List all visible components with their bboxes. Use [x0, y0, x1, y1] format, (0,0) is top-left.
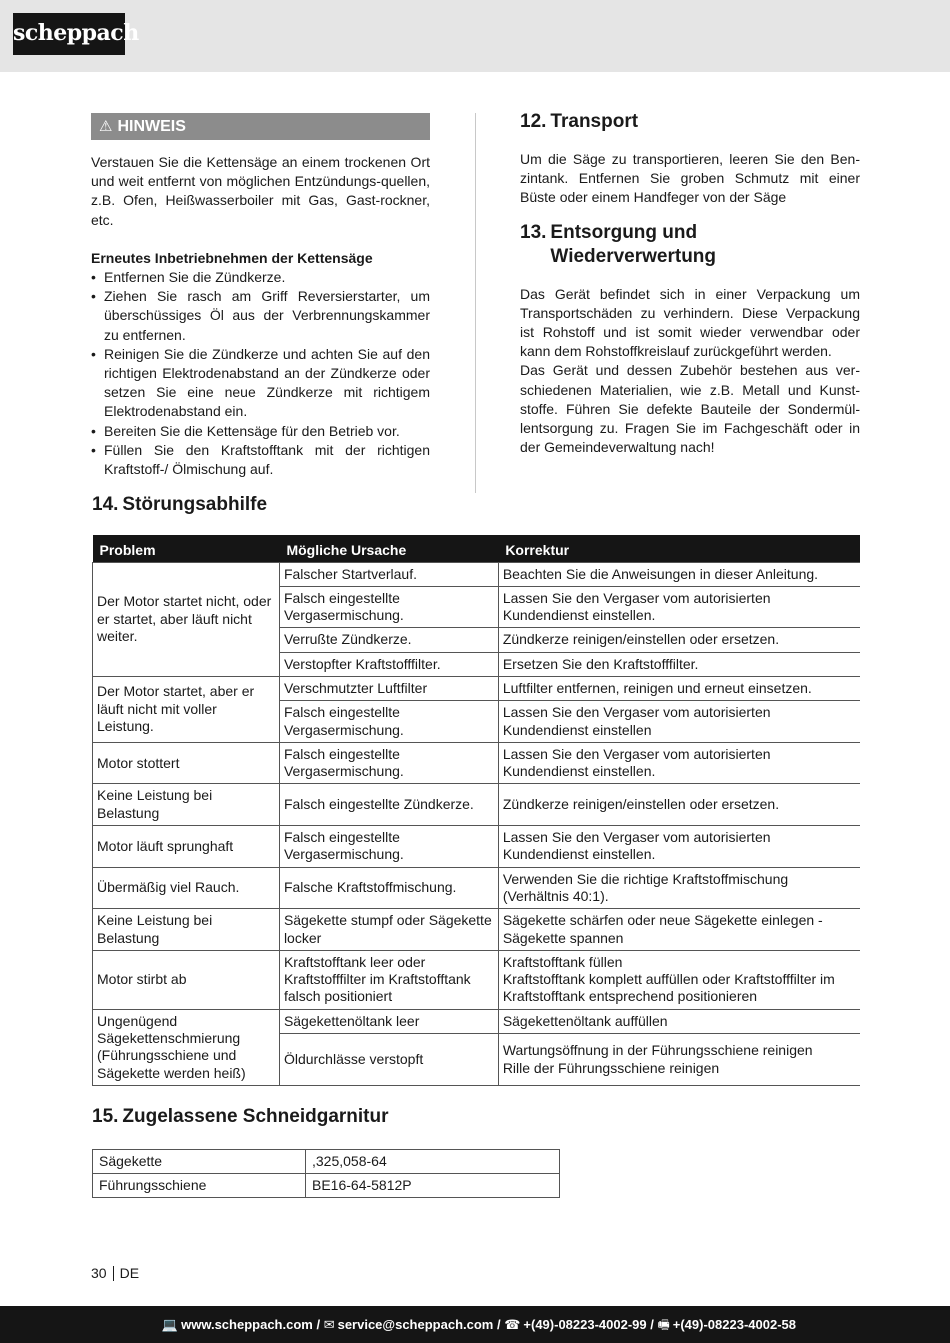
footer-phone: +(49)-08223-4002-99	[523, 1317, 647, 1332]
footer-fax: +(49)-08223-4002-58	[672, 1317, 796, 1332]
table-row	[93, 1150, 560, 1174]
fix-cell: Lassen Sie den Vergaser vom autorisierten Kundendienst einstellen.	[498, 586, 860, 628]
problem-cell: Motor stottert	[93, 742, 280, 784]
page-language: DE	[119, 1265, 140, 1281]
left-column	[91, 113, 430, 479]
column-header: Mögliche Ursache	[279, 535, 498, 562]
cause-cell: Falscher Startverlauf.	[279, 562, 498, 586]
fix-cell	[498, 950, 860, 1009]
fix-line: Kraftstofftank komplett auffüllen oder Kraftstofffilter im Kraftstofftank entsprechend positionieren	[502, 971, 835, 1005]
disposal-heading	[520, 221, 860, 269]
fix-cell: Luftfilter entfernen, reinigen und erneut einsetzen.	[498, 676, 860, 700]
warning-triangle-icon: ⚠	[99, 118, 113, 135]
fix-cell: Ersetzen Sie den Kraftstofffilter.	[498, 652, 860, 676]
section-title: Entsorgung und Wiederverwertung	[550, 221, 717, 267]
problem-cell: Der Motor startet, aber er läuft nicht mit voller Leistung.	[93, 676, 280, 742]
notice-bar	[91, 113, 430, 140]
envelope-icon: ✉	[323, 1317, 335, 1332]
column-header: Problem	[93, 535, 280, 562]
cause-cell: Sägekette stumpf oder Sägekette locker	[279, 909, 498, 951]
part-value: BE16-64-5812P	[306, 1174, 560, 1198]
problem-cell: Der Motor startet nicht, oder er startet, aber läuft nicht weiter.	[93, 562, 280, 676]
fix-line: Wartungsöffnung in der Führungsschiene reinigen	[502, 1042, 813, 1059]
telephone-icon: ☎	[504, 1317, 521, 1332]
fix-line: Kraftstofftank füllen	[502, 953, 623, 970]
table-row	[93, 1174, 560, 1198]
cause-cell: Öldurchlässe verstopft	[279, 1034, 498, 1086]
page-number	[91, 1265, 139, 1281]
problem-cell: Keine Leistung bei Belastung	[93, 909, 280, 951]
header-band	[0, 0, 950, 72]
fix-cell: Sägekette schärfen oder neue Sägekette einlegen - Sägekette spannen	[498, 909, 860, 951]
problem-cell: Ungenügend Sägekettenschmierung (Führungsschiene und Sägekette werden heiß)	[93, 1009, 280, 1085]
disposal-text-2: Das Gerät und dessen Zubehör bestehen aus ver-schiedenen Materialien, wie z.B. Metall und Kunst-stoffe. Führen Sie defekte Bauteile der Sondermül-lentsorgung zu. Fragen Sie im Fachgeschäft oder in der Gemeindeverwaltung nach!	[520, 362, 860, 456]
table-row	[93, 562, 861, 586]
footer-separator: /	[493, 1317, 505, 1332]
brand-logo: scheppach	[13, 13, 125, 55]
column-divider	[475, 113, 476, 493]
section-number: 12.	[520, 111, 547, 132]
cause-cell: Falsch eingestellte Vergasermischung.	[279, 701, 498, 743]
disposal-text-1: Das Gerät befindet sich in einer Verpackung um Transportschäden zu verhindern. Diese Verpackung ist Rohstoff und ist somit wieder verwendbar oder kann dem Rohstoffkreislauf zurückgeführt werden.	[520, 285, 860, 360]
page-number-divider	[113, 1266, 114, 1281]
transport-heading	[520, 110, 860, 134]
fix-cell: Lassen Sie den Vergaser vom autorisierten Kundendienst einstellen.	[498, 826, 860, 868]
troubleshooting-table	[92, 535, 860, 1086]
cause-cell: Sägekettenöltank leer	[279, 1009, 498, 1033]
list-item: • Füllen Sie den Kraftstofftank mit der richtigen Kraftstoff-/ Ölmischung auf.	[91, 441, 430, 479]
fix-line: Rille der Führungsschiene reinigen	[502, 1059, 720, 1076]
right-column	[520, 110, 860, 457]
table-row	[93, 784, 861, 826]
troubleshooting-heading	[92, 493, 267, 517]
fix-cell: Lassen Sie den Vergaser vom autorisierten Kundendienst einstellen	[498, 701, 860, 743]
section-title: Transport	[550, 111, 639, 132]
table-row	[93, 1009, 861, 1033]
table-row	[93, 742, 861, 784]
footer-separator: /	[646, 1317, 658, 1332]
table-row	[93, 676, 861, 700]
footer-website-link[interactable]: www.scheppach.com	[181, 1317, 313, 1332]
cause-cell: Falsche Kraftstoffmischung.	[279, 867, 498, 909]
cause-cell: Falsch eingestellte Vergasermischung.	[279, 826, 498, 868]
problem-cell: Motor stirbt ab	[93, 950, 280, 1009]
table-row	[93, 950, 861, 1009]
column-header: Korrektur	[498, 535, 860, 562]
problem-cell: Motor läuft sprunghaft	[93, 826, 280, 868]
table-header-row	[93, 535, 861, 562]
list-item: • Bereiten Sie die Kettensäge für den Betrieb vor.	[91, 422, 430, 441]
table-row	[93, 867, 861, 909]
problem-cell: Keine Leistung bei Belastung	[93, 784, 280, 826]
footer-bar	[0, 1306, 950, 1343]
fix-cell: Zündkerze reinigen/einstellen oder ersetzen.	[498, 628, 860, 652]
fix-cell: Lassen Sie den Vergaser vom autorisierten Kundendienst einstellen.	[498, 742, 860, 784]
section-number: 13.	[520, 221, 547, 243]
table-row	[93, 826, 861, 868]
section-title: Störungsabhilfe	[122, 494, 268, 515]
cause-cell: Verschmutzter Luftfilter	[279, 676, 498, 700]
cause-cell: Falsch eingestellte Zündkerze.	[279, 784, 498, 826]
notice-label: HINWEIS	[117, 118, 186, 135]
cause-cell: Verstopfter Kraftstofffilter.	[279, 652, 498, 676]
part-label: Führungsschiene	[93, 1174, 306, 1198]
list-item: • Entfernen Sie die Zündkerze.	[91, 268, 430, 287]
section-title: Zugelassene Schneidgarnitur	[122, 1106, 389, 1127]
cause-cell: Falsch eingestellte Vergasermischung.	[279, 742, 498, 784]
cause-cell: Kraftstofftank leer oder Kraftstofffilter im Kraftstofftank falsch positioniert	[279, 950, 498, 1009]
transport-text: Um die Säge zu transportieren, leeren Sie den Ben-zintank. Entfernen Sie groben Schmutz mit einer Büste oder einem Handfeger von der Säge	[520, 151, 860, 206]
laptop-icon: 💻	[161, 1317, 179, 1332]
section-number: 15.	[92, 1106, 119, 1127]
part-label: Sägekette	[93, 1150, 306, 1174]
cutting-set-heading	[92, 1105, 389, 1129]
part-value: ,325,058-64	[306, 1150, 560, 1174]
fix-cell: Beachten Sie die Anweisungen in dieser Anleitung.	[498, 562, 860, 586]
fix-cell: Sägekettenöltank auffüllen	[498, 1009, 860, 1033]
fix-cell	[498, 1034, 860, 1086]
footer-email-link[interactable]: service@scheppach.com	[337, 1317, 494, 1332]
cutting-set-table	[92, 1149, 560, 1198]
list-item: • Ziehen Sie rasch am Griff Reversierstarter, um überschüssiges Öl aus der Verbrennungskammer zu entfernen.	[91, 287, 430, 345]
cause-cell: Falsch eingestellte Vergasermischung.	[279, 586, 498, 628]
recommission-title: Erneutes Inbetriebnehmen der Kettensäge	[91, 249, 373, 266]
list-item: • Reinigen Sie die Zündkerze und achten Sie auf den richtigen Elektrodenabstand an der Zündkerze oder setzen Sie eine neue Zündkerze mit richtigem Elektrodenabstand ein.	[91, 345, 430, 422]
page-number-value: 30	[91, 1265, 107, 1281]
notice-text: Verstauen Sie die Kettensäge an einem trockenen Ort und weit entfernt von möglichen Entzündungs-quellen, z.B. Ofen, Heißwasserboiler mit Gas, Gast-rockner, etc.	[91, 154, 430, 228]
footer-separator: /	[312, 1317, 324, 1332]
problem-cell: Übermäßig viel Rauch.	[93, 867, 280, 909]
cause-cell: Verrußte Zündkerze.	[279, 628, 498, 652]
fix-cell: Verwenden Sie die richtige Kraftstoffmischung (Verhältnis 40:1).	[498, 867, 860, 909]
recommission-list	[91, 268, 430, 479]
fax-icon: 🖷	[657, 1317, 670, 1332]
section-number: 14.	[92, 494, 119, 515]
fix-cell: Zündkerze reinigen/einstellen oder ersetzen.	[498, 784, 860, 826]
table-row	[93, 909, 861, 951]
